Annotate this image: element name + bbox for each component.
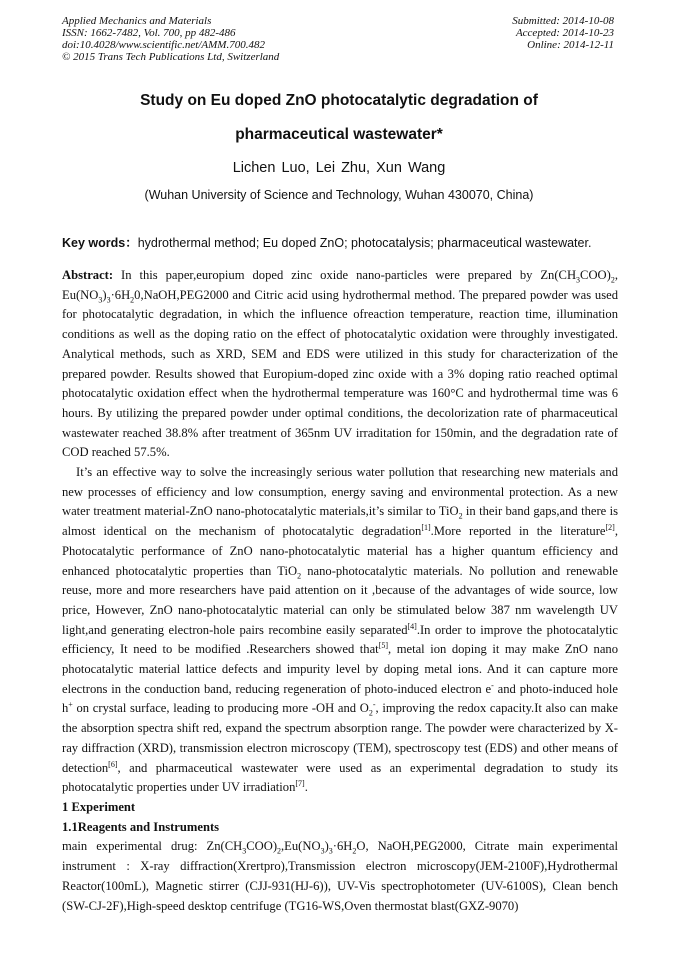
main-text	[62, 266, 618, 916]
paper-title-line1: Study on Eu doped ZnO photocatalytic degradation of	[140, 92, 538, 109]
accepted-date: Accepted: 2014-10-23	[515, 27, 614, 39]
keywords	[62, 233, 618, 251]
affiliation: (Wuhan University of Science and Technology, Wuhan 430070, China)	[144, 188, 534, 202]
journal-name: Applied Mechanics and Materials	[62, 15, 212, 27]
abstract-label: Abstract:	[62, 268, 114, 282]
doi-line: doi:10.4028/www.scientific.net/AMM.700.482	[62, 39, 265, 51]
copyright-line: © 2015 Trans Tech Publications Ltd, Switzerland	[62, 51, 280, 63]
citation: [1]	[421, 522, 431, 532]
citation: [7]	[295, 779, 305, 789]
subsection-heading-reagents: 1.1Reagents and Instruments	[62, 819, 220, 834]
issn-line: ISSN: 1662-7482, Vol. 700, pp 482-486	[62, 27, 236, 39]
journal-info	[62, 15, 279, 63]
citation: [4]	[407, 621, 417, 631]
authors: Lichen Luo, Lei Zhu, Xun Wang	[232, 160, 446, 176]
citation: [5]	[378, 641, 389, 651]
citation: [6]	[108, 759, 118, 769]
keywords-label: Key words：	[62, 236, 138, 250]
online-date: Online: 2014-12-11	[527, 39, 614, 51]
dates-info	[512, 15, 614, 51]
section-heading-experiment: 1 Experiment	[62, 799, 136, 814]
reagents-paragraph: main experimental drug: $Zn(CH_3COO)_2,Eu(NO_3)_3\cdot 6H_2O$, NaOH,PEG2000, Citrate main experimental instrument : X-ray diffraction(Xrertpro),Transmission electron microscopy(JEM-2100F),Hydrothermal Reactor(100mL), Magnetic stirrer (CJJ-931(HJ-6)), UV-Vis spectrophotometer (UV-6100S), Clean bench (SW-CJ-2F),High-speed desktop centrifuge (TG16-WS,Oven thermostat blast(GXZ-9070)	[62, 839, 618, 913]
intro-paragraph: It’s an effective way to solve the increasingly serious water pollution that researching new materials and new processes of efficiency and low consumption, energy saving and environmental protection. As a new water treatment material-ZnO nano-photocatalytic materials,it’s similar to TiO$_2$ in their band gaps,and there is almost identical on the mechanism of photocatalytic degradation[1].More reported in the literature[2], Photocatalytic performance of ZnO nano-photocatalytic material has a higher quantum efficiency and enhanced photocatalytic properties than TiO$_2$ nano-photocatalytic materials. No pollution and renewable reuse, more and more researchers have paid attention on it ,because of the advantages of wide source, low price, However, ZnO nano-photocatalytic material can only be stimulated below 387 nm wavelength UV light,and generating electron-hole pairs recombine easily separated[4].In order to improve the photocatalytic efficiency, It need to be modified .Researchers showed that[5], metal ion doping it may make ZnO nano photocatalytic material lattice defects and impurity level by doping metal ions. And it can capture more electrons in the conduction band, reducing regeneration of photo-induced electron e- and photo-induced hole h+ on crystal surface, leading to producing more -OH and $O_2^-$, improving the redox capacity.It also can make the absorption spectra shift red, expand the spectrum absorption range. The powder were characterized by X-ray diffraction (XRD), transmission electron microscopy (TEM), spectroscopy test (EDS) and other means of detection[6], and pharmaceutical wastewater were used as an experimental degradation to study its photocatalytic properties under UV irradiation[7].	[62, 465, 619, 795]
abstract-paragraph: Abstract: In this paper,europium doped zinc oxide nano-particles were prepared by $Zn(CH_3COO)_2$, $Eu(NO_3)_3\cdot 6H_20,NaOH,PEG2000$ and Citric acid using hydrothermal method. The prepared powder was used for photocatalytic degradation, in which the influence ofreaction temperature, reaction time, illumination conditions as well as the doping ratio on the effect of photocatalytic oxidation were throughly investigated. Analytical methods, such as XRD, SEM and EDS were utilized in this study for characterization of the prepared powder. Results showed that Europium-doped zinc oxide with a 3% doping ratio reached optimal photocatalytic oxidation effect when the hydrothermal temperature was 160°C and hydrothermal time was 6 hours. By utilizing the prepared powder under optimal conditions, the decolorization rate of pharmaceutical wastewater reached 38.8% after treatment of 365nm UV irraditation for 150min, and the degradation rate of COD reached 57.5%.	[62, 268, 618, 460]
citation: [2]	[605, 522, 615, 532]
keywords-text: hydrothermal method; Eu doped ZnO; photocatalysis; pharmaceutical wastewater.	[137, 236, 592, 250]
paper-title-line2: pharmaceutical wastewater*	[235, 126, 443, 143]
submitted-date: Submitted: 2014-10-08	[512, 15, 614, 27]
